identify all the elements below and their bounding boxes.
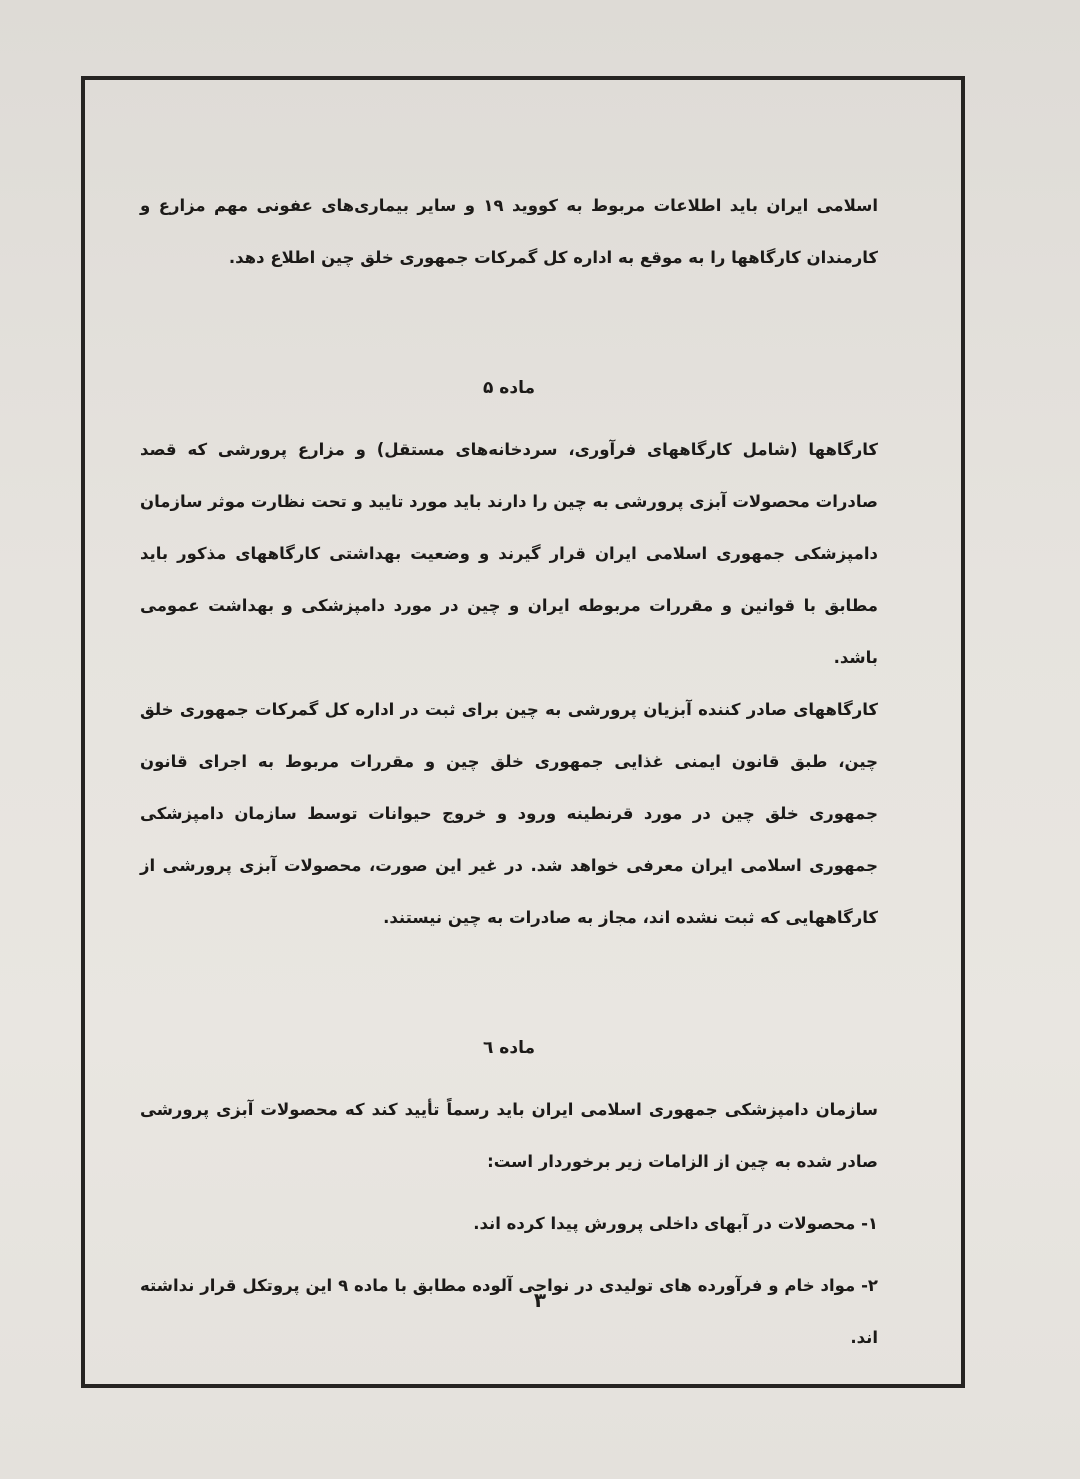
article-6-item-2: ۲- مواد خام و فرآورده های تولیدی در نواحی آلوده مطابق با ماده ۹ این پروتکل قرار نداشته اند. <box>140 1276 878 1347</box>
article-5-heading: ماده ۵ <box>483 378 535 398</box>
intro-paragraph: اسلامی ایران باید اطلاعات مربوط به کووید ۱۹ و سایر بیماری‌های عفونی مهم مزارع و کارمندان کارگاهها را به موقع به اداره کل گمرکات جمهوری خلق چین اطلاع دهد. <box>140 196 878 267</box>
article-6-item-1: ۱- محصولات در آبهای داخلی پرورش پیدا کرده اند. <box>473 1214 878 1233</box>
article-5-paragraph-2: کارگاههای صادر کننده آبزیان پرورشی به چین برای ثبت در اداره کل گمرکات جمهوری خلق چین، طبق قانون ایمنی غذایی جمهوری خلق چین و مقررات مربوط به اجرای قانون جمهوری خلق چین در مورد قرنطینه ورود و خروج حیوانات توسط سازمان دامپزشکی جمهوری اسلامی ایران معرفی خواهد شد. در غیر این صورت، محصولات آبزی پرورشی از کارگاههایی که ثبت نشده اند، مجاز به صادرات به چین نیستند. <box>140 700 878 927</box>
article-5-paragraph-1: کارگاهها (شامل کارگاههای فرآوری، سردخانه‌های مستقل) و مزارع پرورشی که قصد صادرات محصولات آبزی پرورشی به چین را دارند باید مورد تایید و تحت نظارت موثر سازمان دامپزشکی جمهوری اسلامی ایران قرار گیرند و وضعیت بهداشتی کارگاههای مذکور باید مطابق با قوانین و مقررات مربوطه ایران و چین در مورد دامپزشکی و بهداشت عمومی باشد. <box>140 440 878 667</box>
article-6-paragraph-1: سازمان دامپزشکی جمهوری اسلامی ایران باید رسماً تأیید کند که محصولات آبزی پرورشی صادر شده به چین از الزامات زیر برخوردار است: <box>140 1100 878 1171</box>
document-body <box>140 180 878 1364</box>
page-number: ۳ <box>533 1288 547 1312</box>
article-6-heading: ماده ٦ <box>483 1038 535 1058</box>
